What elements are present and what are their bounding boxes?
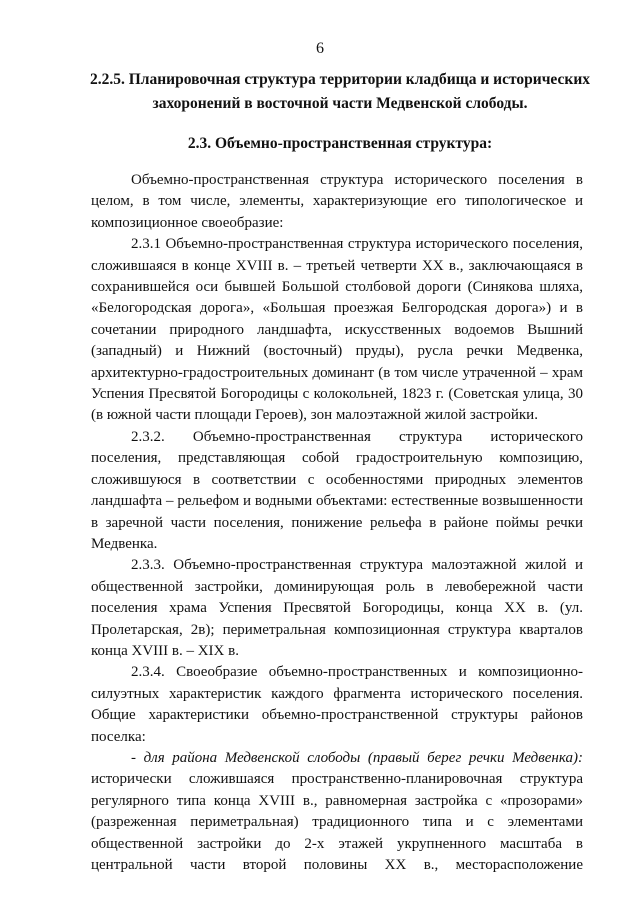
paragraph-2-3-3: 2.3.3. Объемно-пространственная структура малоэтажной жилой и общественной застройки, доминирующая роль в левобережной части поселения храма Успения Пресвятой Богородицы, конца XX в. (ул. Пролетарская, 2в); периметральная композиционная структура кварталов конца XVIII в. – XIX в. bbox=[91, 557, 583, 659]
page-number: 6 bbox=[316, 40, 324, 57]
district-label: - для района Медвенской слободы (правый берег речки Медвенка): bbox=[131, 749, 583, 766]
document-body bbox=[91, 170, 583, 876]
district-text: исторически сложившаяся пространственно-планировочная структура регулярного типа конца XVIII в., равномерная застройка с «прозорами» (разреженная периметральная) традиционного типа и с элементами общественной застройки до 2-х этажей укрупненного масштаба в центральной части второй половины XX в., месторасположение bbox=[91, 771, 583, 873]
paragraph-intro: Объемно-пространственная структура исторического поселения в целом, в том числе, элементы, характеризующие его типологическое и композиционное своеобразие: bbox=[91, 172, 583, 231]
paragraph-2-3-4: 2.3.4. Своеобразие объемно-пространственных и композиционно-силуэтных характеристик каждого фрагмента исторического поселения. Общие характеристики объемно-пространственной структуры районов поселка: bbox=[91, 664, 583, 745]
paragraph-2-3-1: 2.3.1 Объемно-пространственная структура исторического поселения, сложившаяся в конце XVIII в. – третьей четверти XX в., заключающаяся в сохранившейся оси бывшей Большой столбовой дороги (Синякова шляха, «Белогородская дорога», «Большая проезжая Белгородская дорога») и в сочетании природного ландшафта, искусственных водоемов Вышний (западный) и Нижний (восточный) пруды), русла речки Медвенка, архитектурно-градостроительных доминант (в том числе утраченной – храм Успения Пресвятой Богородицы с колокольней, 1823 г. (Советская улица, 30 (в южной части площади Героев), зон малоэтажной жилой застройки. bbox=[91, 236, 583, 424]
section-heading-2-2-5: 2.2.5. Планировочная структура территории кладбища и исторических захоронений в восточной части Медвенской слободы. bbox=[90, 71, 590, 112]
section-heading-2-3: 2.3. Объемно-пространственная структура: bbox=[187, 135, 493, 152]
paragraph-district bbox=[91, 748, 583, 876]
paragraph-2-3-2: 2.3.2. Объемно-пространственная структура исторического поселения, представляющая собой градостроительную композицию, сложившуюся в соответствии с особенностями природных элементов ландшафта – рельефом и водными объектами: естественные возвышенности в заречной части поселения, понижение рельефа в районе поймы речки Медвенка. bbox=[91, 428, 583, 552]
